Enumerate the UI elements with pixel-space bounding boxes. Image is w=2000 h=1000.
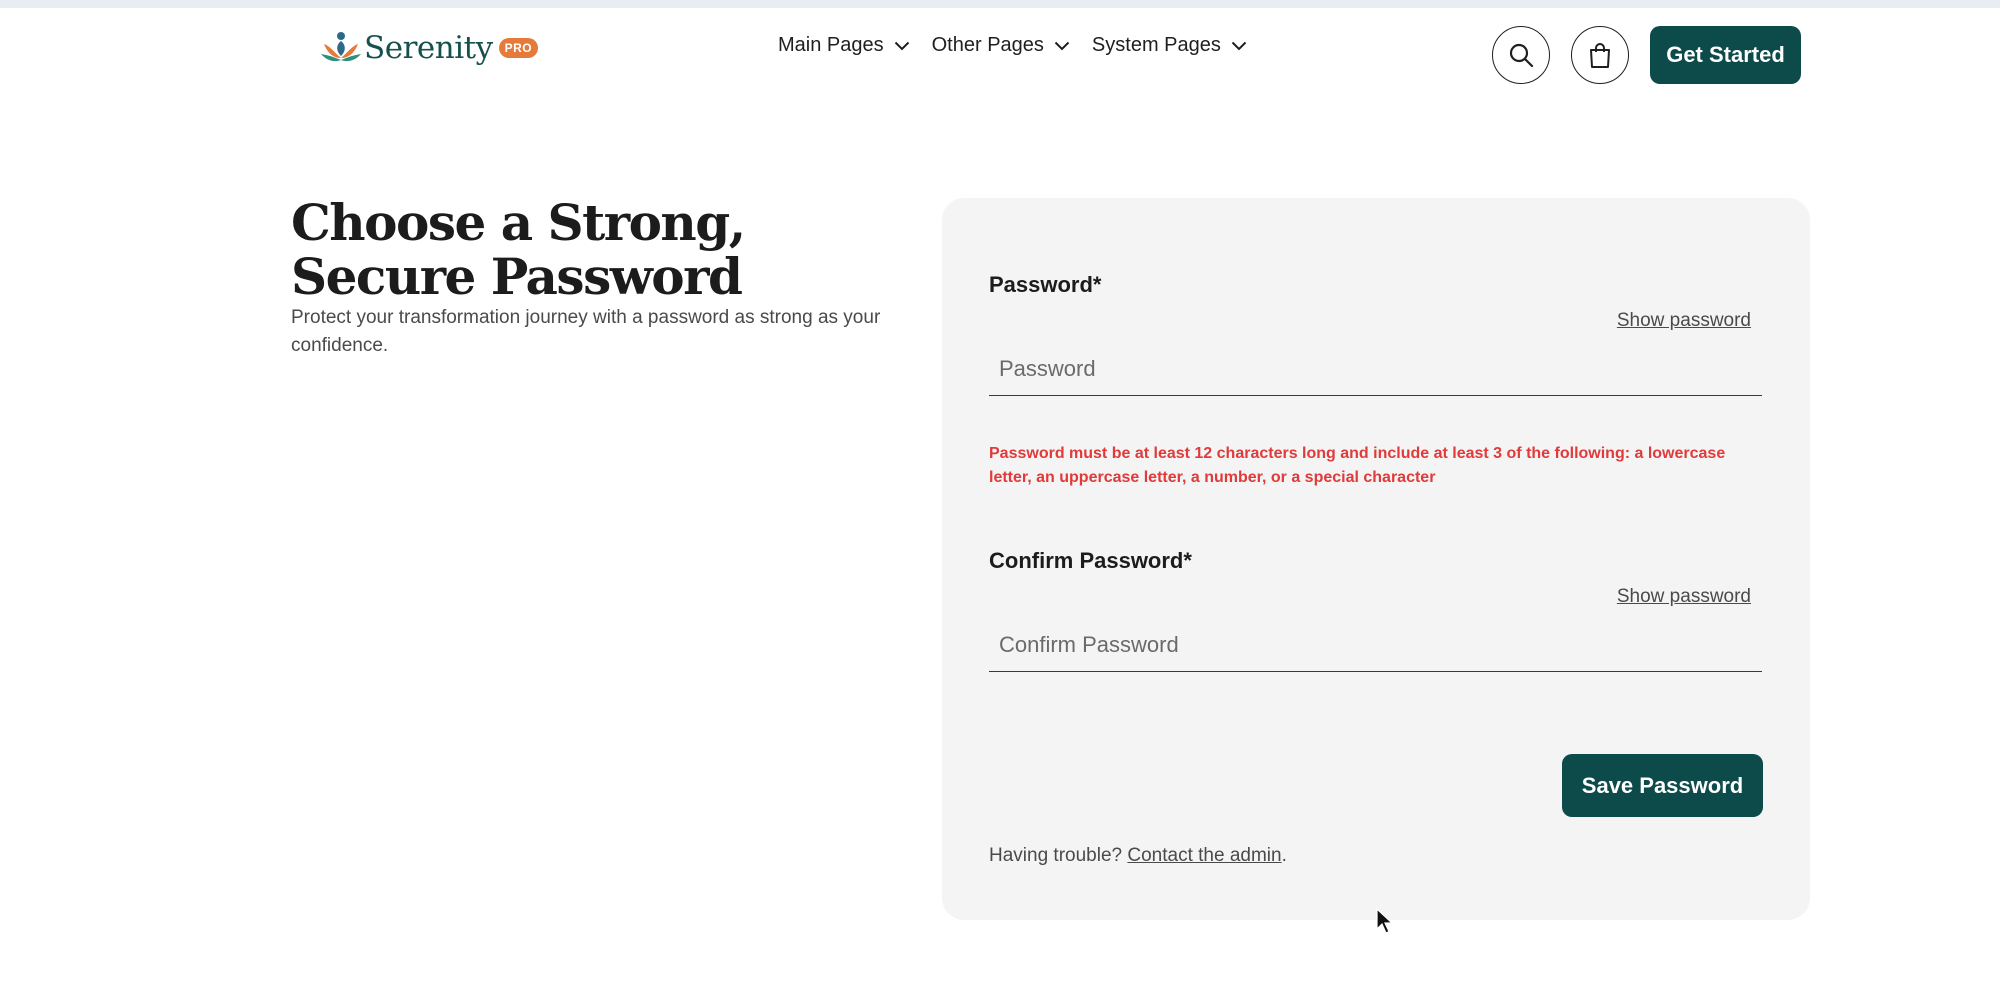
cart-button[interactable] <box>1571 26 1629 84</box>
mouse-pointer-icon <box>1376 908 1394 939</box>
nav-label: System Pages <box>1091 34 1221 56</box>
confirm-password-input[interactable] <box>989 618 1762 672</box>
help-prefix: Having trouble? <box>989 845 1123 866</box>
password-input[interactable] <box>989 342 1762 396</box>
help-text <box>989 845 1287 867</box>
intro <box>291 193 911 360</box>
page-subtitle: Protect your transformation journey with a password as strong as your confidence. <box>291 307 881 356</box>
nav-label: Main Pages <box>778 34 884 56</box>
nav-other-pages[interactable] <box>932 34 1070 57</box>
help-suffix: . <box>1281 845 1287 866</box>
search-icon <box>1508 42 1534 68</box>
confirm-password-label: Confirm Password* <box>989 548 1192 573</box>
logo-text: Serenity <box>364 30 493 66</box>
lotus-figure-icon <box>320 30 362 66</box>
chevron-down-icon <box>1231 41 1247 51</box>
nav-main-pages[interactable] <box>778 34 910 57</box>
logo[interactable] <box>320 28 538 68</box>
get-started-button[interactable]: Get Started <box>1650 26 1801 84</box>
password-label: Password* <box>989 272 1102 297</box>
pro-badge: PRO <box>499 38 539 58</box>
shopping-bag-icon <box>1587 41 1613 69</box>
chevron-down-icon <box>894 41 910 51</box>
save-password-button[interactable]: Save Password <box>1562 754 1763 817</box>
main-nav <box>778 34 1269 57</box>
show-confirm-password-toggle[interactable]: Show password <box>1616 586 1751 607</box>
page-title: Choose a Strong, Secure Password <box>291 193 745 306</box>
password-form-card <box>942 198 1810 920</box>
top-strip <box>0 0 2000 8</box>
password-error-message: Password must be at least 12 characters long and include at least 3 of the following: a lowercase letter, an uppercase letter, a number, or a special character <box>989 445 1726 486</box>
contact-admin-link[interactable]: Contact the admin <box>1127 845 1282 866</box>
show-password-toggle[interactable]: Show password <box>1616 310 1751 331</box>
chevron-down-icon <box>1054 41 1070 51</box>
nav-system-pages[interactable] <box>1092 34 1247 57</box>
nav-label: Other Pages <box>931 34 1044 56</box>
search-button[interactable] <box>1492 26 1550 84</box>
site-header <box>0 8 2000 86</box>
